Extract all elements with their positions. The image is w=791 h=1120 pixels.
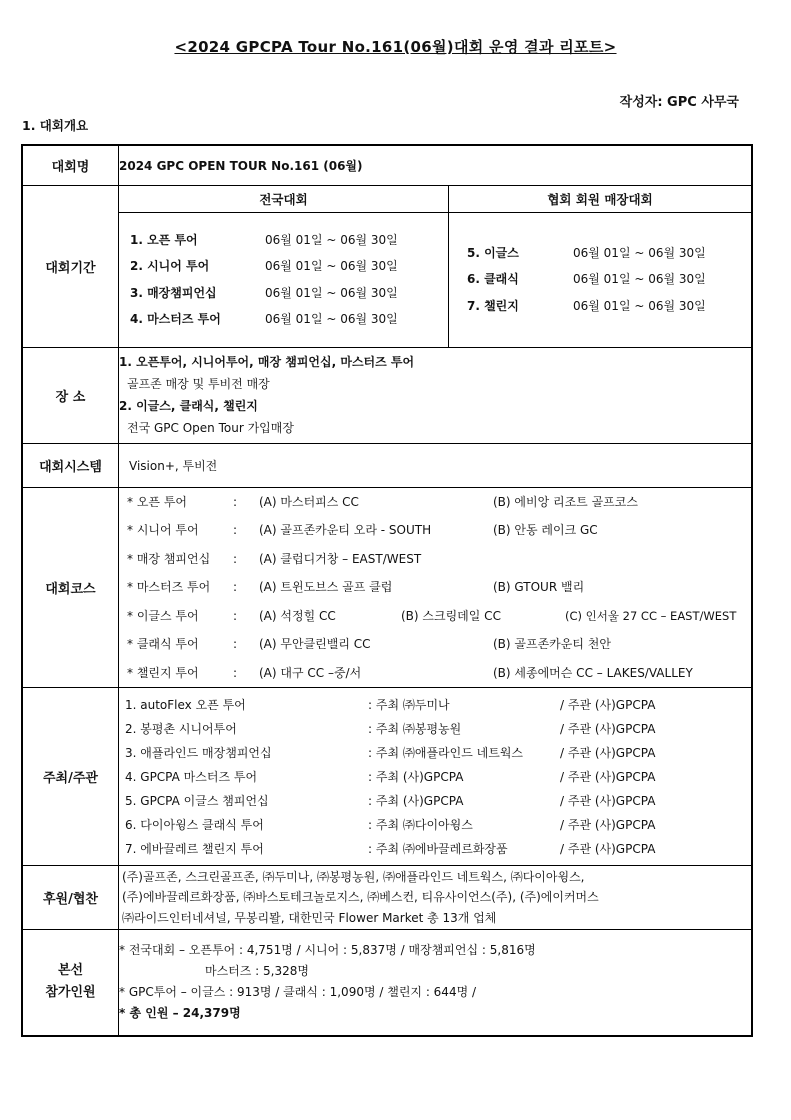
host-row: 3. 애플라인드 매장챔피언십 : 주최 ㈜애플라인드 네트웍스 / 주관 (사)GPCPA — [125, 745, 656, 760]
venue-cell — [119, 347, 753, 443]
system-value: Vision+, 투비전 — [119, 443, 753, 487]
national-item: 2. 시니어 투어 06월 01일 ~ 06월 30일 — [130, 259, 398, 273]
member-list — [449, 212, 752, 347]
venue-line: 골프존 매장 및 투비전 매장 — [127, 377, 270, 391]
participants-line: * GPC투어 – 이글스 : 913명 / 클래식 : 1,090명 / 챌린지 : 644명 / — [119, 985, 477, 1000]
national-item: 3. 매장챔피언십 06월 01일 ~ 06월 30일 — [130, 285, 398, 300]
member-item: 7. 챌린지 06월 01일 ~ 06월 30일 — [467, 298, 706, 313]
course-cell — [119, 487, 753, 688]
national-header: 전국대회 — [119, 186, 449, 213]
label-participants-1: 본선 — [57, 963, 84, 979]
host-row: 6. 다이아윙스 클래식 투어 : 주최 ㈜다이아윙스 / 주관 (사)GPCPA — [125, 817, 656, 832]
sponsor-line: (주)에바끌레르화장품, ㈜바스토테크놀로지스, ㈜베스컨, 티유사이언스(주), (주)에이커머스 — [122, 890, 599, 905]
label-participants — [22, 930, 119, 1036]
host-row: 5. GPCPA 이글스 챔피언십 : 주최 (사)GPCPA / 주관 (사)GPCPA — [125, 793, 656, 808]
course-row: * 매장 챔피언십 : (A) 클럽디거창 – EAST/WEST — [127, 551, 422, 566]
host-row: 1. autoFlex 오픈 투어 : 주최 ㈜두미나 / 주관 (사)GPCPA — [125, 697, 656, 712]
label-system: 대회시스템 — [22, 443, 119, 487]
national-item: 4. 마스터즈 투어 06월 01일 ~ 06월 30일 — [130, 312, 398, 326]
course-row: * 챌린지 투어 : (A) 대구 CC –중/서 (B) 세종에머슨 CC – LAKES/VALLEY — [127, 665, 693, 680]
name-value: 2024 GPC OPEN TOUR No.161 (06월) — [119, 145, 753, 185]
national-item: 1. 오픈 투어 06월 01일 ~ 06월 30일 — [130, 232, 398, 247]
sponsor-line: (주)골프존, 스크린골프존, ㈜두미나, ㈜봉평농원, ㈜애플라인드 네트웍스, ㈜다이아윙스, — [122, 869, 585, 884]
course-row: * 마스터즈 투어 : (A) 트윈도브스 골프 클럽 (B) GTOUR 밸리 — [127, 580, 585, 594]
label-venue: 장 소 — [22, 347, 119, 443]
course-row: * 오픈 투어 : (A) 마스터피스 CC (B) 에비앙 리조트 골프코스 — [127, 494, 638, 509]
period-cell — [119, 185, 753, 347]
report-title: <2024 GPCPA Tour No.161(06월)대회 운영 결과 리포트> — [174, 38, 617, 56]
participants-cell — [119, 930, 753, 1036]
host-cell — [119, 688, 753, 866]
sponsor-line: ㈜라이드인터네셔널, 무봉리뫌, 대한민국 Flower Market 총 13개 업체 — [122, 910, 497, 925]
author-line: 작성자: GPC 사무국 — [619, 95, 739, 110]
national-list — [119, 212, 449, 347]
venue-line: 2. 이글스, 클래식, 챌린지 — [119, 399, 258, 413]
venue-line: 전국 GPC Open Tour 가입매장 — [127, 421, 294, 435]
label-name: 대회명 — [22, 145, 119, 185]
course-row: * 클래식 투어 : (A) 무안클린밸리 CC (B) 골프존카운티 천안 — [127, 637, 611, 651]
course-row-eagles: * 이글스 투어 : (A) 석정힐 CC (B) 스크링데일 CC (C) 인서울 27 CC – EAST/WEST — [127, 608, 737, 623]
label-participants-2: 참가인원 — [45, 985, 96, 1001]
label-sponsor: 후원/협찬 — [22, 866, 119, 930]
host-row: 7. 에바끌레르 챌린지 투어 : 주최 ㈜에바끌레르화장품 / 주관 (사)GPCPA — [125, 841, 656, 856]
participants-total: * 총 인원 – 24,379명 — [119, 1006, 241, 1021]
label-course: 대회코스 — [22, 487, 119, 688]
host-row: 4. GPCPA 마스터즈 투어 : 주최 (사)GPCPA / 주관 (사)GPCPA — [125, 769, 656, 784]
overview-table — [21, 144, 753, 1037]
participants-line: 마스터즈 : 5,328명 — [205, 964, 309, 979]
participants-line: * 전국대회 – 오픈투어 : 4,751명 / 시니어 : 5,837명 / 매장챔피언십 : 5,816명 — [119, 943, 536, 958]
host-row: 2. 봉평촌 시니어투어 : 주최 ㈜봉평농원 / 주관 (사)GPCPA — [125, 721, 656, 736]
member-header: 협회 회원 매장대회 — [449, 186, 752, 213]
course-row: * 시니어 투어 : (A) 골프존카운티 오라 - SOUTH (B) 안동 레이크 GC — [127, 523, 598, 537]
venue-line: 1. 오픈투어, 시니어투어, 매장 챔피언십, 마스터즈 투어 — [119, 355, 415, 369]
sponsor-cell — [119, 866, 753, 930]
label-period: 대회기간 — [22, 185, 119, 347]
member-item: 5. 이글스 06월 01일 ~ 06월 30일 — [467, 245, 706, 260]
label-host: 주최/주관 — [22, 688, 119, 866]
section-heading: 1. 대회개요 — [22, 118, 89, 133]
member-item: 6. 클래식 06월 01일 ~ 06월 30일 — [467, 272, 706, 287]
